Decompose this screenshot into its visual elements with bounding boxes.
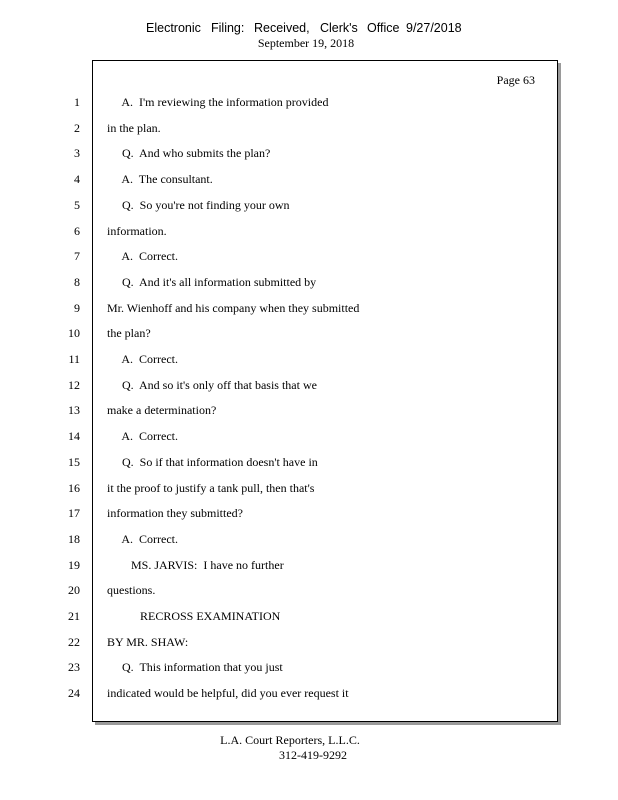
- transcript-line: A. I'm reviewing the information provided: [107, 95, 329, 109]
- transcript-line: A. Correct.: [107, 429, 178, 443]
- line-number: 24: [68, 686, 80, 700]
- header-date: September 19, 2018: [257, 36, 355, 50]
- line-number: 21: [68, 609, 80, 623]
- transcript-line: A. The consultant.: [107, 172, 213, 186]
- transcript-line: BY MR. SHAW:: [107, 635, 189, 649]
- transcript-line: information.: [107, 224, 167, 238]
- line-number: 11: [68, 352, 80, 366]
- line-number: 10: [68, 326, 80, 340]
- line-number: 20: [68, 583, 80, 597]
- transcript-line: Q. And it's all information submitted by: [107, 275, 317, 289]
- line-number: 15: [68, 455, 80, 469]
- line-number: 6: [74, 224, 80, 238]
- line-number: 8: [74, 275, 80, 289]
- transcript-line: RECROSS EXAMINATION: [107, 609, 281, 623]
- line-number: 18: [68, 532, 80, 546]
- filing-stamp-word: Filing:: [211, 21, 245, 35]
- transcript-line: make a determination?: [107, 403, 217, 417]
- line-number: 22: [68, 635, 80, 649]
- transcript-line: Q. And who submits the plan?: [107, 146, 271, 160]
- line-number: 14: [68, 429, 80, 443]
- transcript-line: MS. JARVIS: I have no further: [107, 558, 284, 572]
- transcript-line: Q. And so it's only off that basis that we: [107, 378, 317, 392]
- filing-stamp-word: Electronic: [146, 21, 201, 35]
- transcript-line: Q. So you're not finding your own: [107, 198, 290, 212]
- transcript-line: Mr. Wienhoff and his company when they submitted: [107, 301, 360, 315]
- line-number: 17: [68, 506, 80, 520]
- line-number: 3: [74, 146, 80, 160]
- filing-stamp-word: Clerk's: [320, 21, 358, 35]
- line-number: 2: [74, 121, 80, 135]
- transcript-line: A. Correct.: [107, 249, 178, 263]
- transcript-line: Q. This information that you just: [107, 660, 283, 674]
- transcript-line: A. Correct.: [107, 532, 178, 546]
- filing-stamp-word: Received,: [254, 21, 310, 35]
- line-number: 1: [74, 95, 80, 109]
- transcript-line: questions.: [107, 583, 156, 597]
- transcript-line: the plan?: [107, 326, 151, 340]
- line-number: 4: [74, 172, 80, 186]
- transcript-line: information they submitted?: [107, 506, 243, 520]
- page-number: Page 63: [496, 73, 535, 87]
- line-number: 19: [68, 558, 80, 572]
- transcript-line: indicated would be helpful, did you ever request it: [107, 686, 349, 700]
- line-number: 9: [74, 301, 80, 315]
- transcript-line: it the proof to justify a tank pull, then that's: [107, 481, 315, 495]
- filing-stamp-word: Office: [367, 21, 400, 35]
- filing-stamp-word: 9/27/2018: [406, 21, 462, 35]
- line-number: 12: [68, 378, 80, 392]
- line-number: 23: [68, 660, 80, 674]
- footer-phone: 312-419-9292: [279, 748, 347, 762]
- footer-company: L.A. Court Reporters, L.L.C.: [220, 733, 360, 747]
- line-number: 16: [68, 481, 80, 495]
- line-number: 13: [68, 403, 80, 417]
- transcript-line: A. Correct.: [107, 352, 178, 366]
- line-number: 5: [74, 198, 80, 212]
- transcript-line: in the plan.: [107, 121, 161, 135]
- line-number: 7: [74, 249, 80, 263]
- transcript-line: Q. So if that information doesn't have in: [107, 455, 318, 469]
